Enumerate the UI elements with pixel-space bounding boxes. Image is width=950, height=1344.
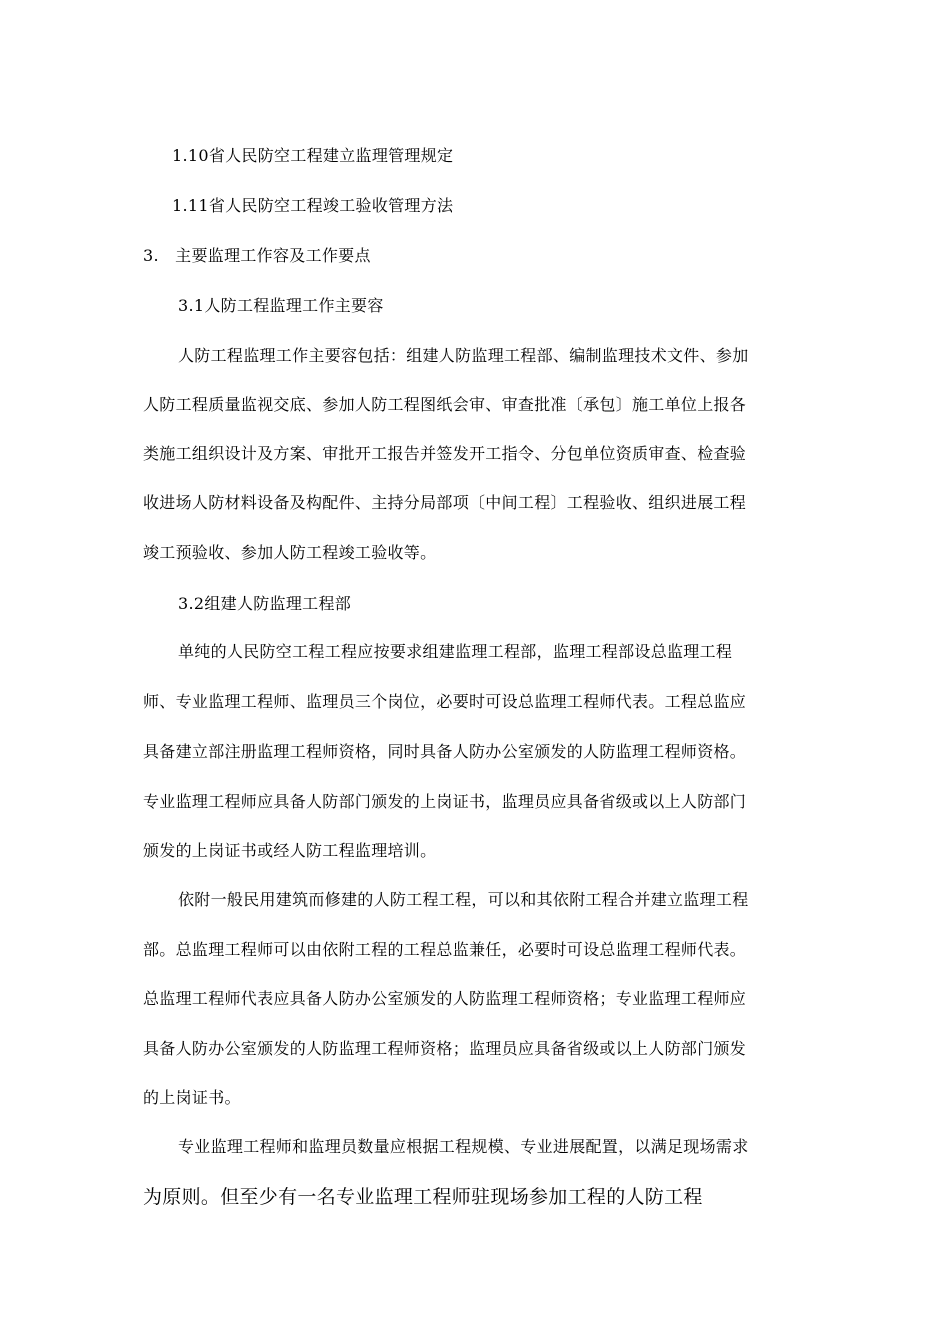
- paragraph-line: 竣工预验收、参加人防工程竣工验收等。: [143, 543, 437, 562]
- section-heading-3: 3. 主要监理工作容及工作要点: [143, 246, 371, 265]
- paragraph-line: 的上岗证书。: [143, 1088, 241, 1107]
- paragraph-line: 具备人防办公室颁发的人防监理工程师资格；监理员应具备省级或以上人防部门颁发: [143, 1039, 747, 1058]
- list-item-1-11: 1.11省人民防空工程竣工验收管理方法: [172, 196, 454, 215]
- paragraph-line: 师、专业监理工程师、监理员三个岗位，必要时可设总监理工程师代表。工程总监应: [143, 692, 747, 711]
- paragraph-line: 依附一般民用建筑而修建的人防工程工程，可以和其依附工程合并建立监理工程: [178, 890, 749, 909]
- paragraph-line: 总监理工程师代表应具备人防办公室颁发的人防监理工程师资格；专业监理工程师应: [143, 989, 747, 1008]
- paragraph-line: 收进场人防材料设备及构配件、主持分局部项〔中间工程〕工程验收、组织进展工程: [143, 493, 747, 512]
- paragraph-line: 人防工程质量监视交底、参加人防工程图纸会审、审查批准〔承包〕施工单位上报各: [143, 395, 747, 414]
- paragraph-line: 部。总监理工程师可以由依附工程的工程总监兼任，必要时可设总监理工程师代表。: [143, 940, 747, 959]
- subsection-heading-3-2: 3.2组建人防监理工程部: [178, 594, 352, 613]
- paragraph-line: 为原则。但至少有一名专业监理工程师驻现场参加工程的人防工程: [143, 1186, 703, 1208]
- paragraph-line: 颁发的上岗证书或经人防工程监理培训。: [143, 841, 437, 860]
- list-item-1-10: 1.10省人民防空工程建立监理管理规定: [172, 146, 454, 165]
- paragraph-line: 类施工组织设计及方案、审批开工报告并签发开工指令、分包单位资质审查、检查验: [143, 444, 747, 463]
- paragraph-line: 单纯的人民防空工程工程应按要求组建监理工程部，监理工程部设总监理工程: [178, 642, 733, 661]
- paragraph-line: 人防工程监理工作主要容包括：组建人防监理工程部、编制监理技术文件、参加: [178, 346, 749, 365]
- paragraph-line: 专业监理工程师应具备人防部门颁发的上岗证书，监理员应具备省级或以上人防部门: [143, 792, 747, 811]
- subsection-heading-3-1: 3.1人防工程监理工作主要容: [178, 296, 384, 315]
- paragraph-line: 具备建立部注册监理工程师资格，同时具备人防办公室颁发的人防监理工程师资格。: [143, 742, 747, 761]
- paragraph-line: 专业监理工程师和监理员数量应根据工程规模、专业进展配置，以满足现场需求: [178, 1137, 749, 1156]
